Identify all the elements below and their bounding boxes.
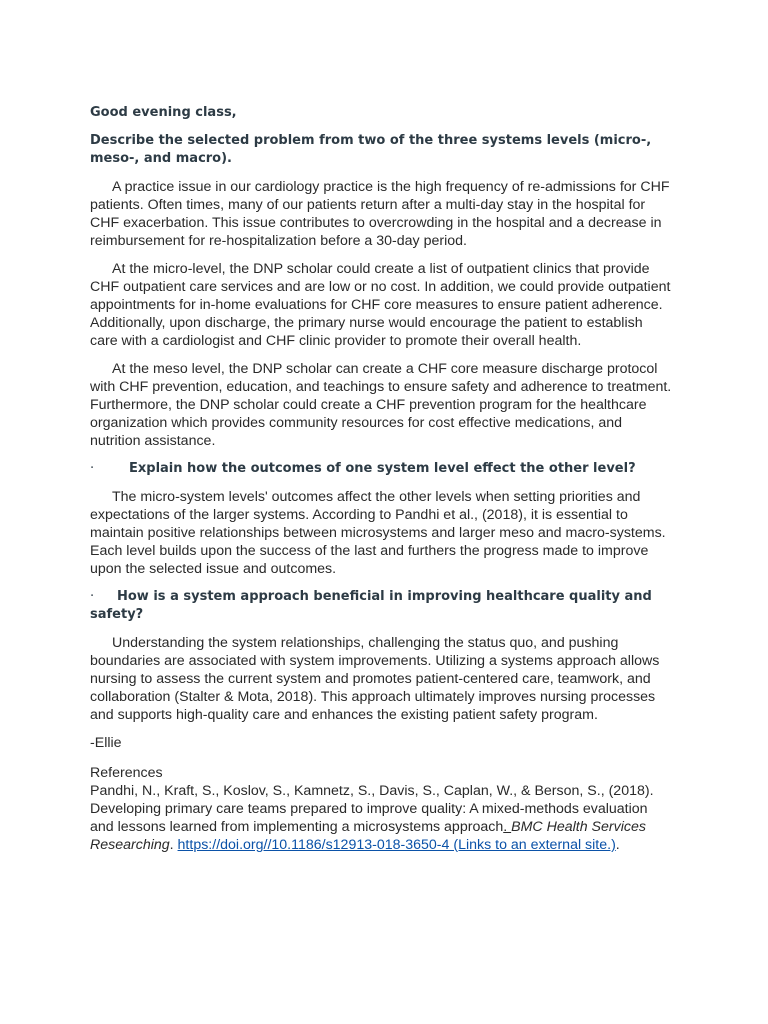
paragraph-meso-level: At the meso level, the DNP scholar can create a CHF core measure discharge protocol with CHF prevention, education, and teachings to ensure safety and adherence to treatment. Furthermore, the DNP scholar could create a CHF prevention program for the healthcare organization which provides community resources for cost effective medications, and nutrition assistance. [90,361,672,449]
question-1-heading: Describe the selected problem from two of the three systems levels (micro-, meso-, and macro). [90,133,652,166]
reference-after-journal: . [169,837,178,853]
post-body [90,104,672,854]
paragraph-micro-level: At the micro-level, the DNP scholar could create a list of outpatient clinics that provide CHF outpatient care services and are low or no cost. In addition, we could provide outpatient appointments for in-home evaluations for CHF core measures to ensure patient adherence. Additionally, upon discharge, the primary nurse would encourage the patient to establish care with a cardiologist and CHF clinic provider to promote their overall health. [90,261,671,349]
bullet-mark: · [90,589,95,604]
references-label: References [90,765,163,781]
reference-text: Pandhi, N., Kraft, S., Koslov, S., Kamnetz, S., Davis, S., Caplan, W., & Berson, S., (2018). Developing primary care teams prepared to improve quality: A mixed-methods evaluation and lessons learned from implementing a microsystems approach [90,783,654,835]
question-2-text: Explain how the outcomes of one system level effect the other level? [129,461,636,476]
paragraph-outcomes: The micro-system levels' outcomes affect the other levels when setting priorities and expectations of the larger systems. According to Pandhi et al., (2018), it is essential to maintain positive relationships between microsystems and larger meso and macro-systems. Each level builds upon the success of the last and furthers the progress made to improve upon the selected issue and outcomes. [90,489,666,577]
reference-entry [90,782,672,854]
signature: -Ellie [90,735,122,751]
question-3-text: How is a system approach beneficial in improving healthcare quality and safety? [90,589,652,622]
bullet-mark: · [90,461,95,476]
reference-journal: BMC Health Services Researching [90,819,646,853]
reference-gap: . [503,819,512,835]
paragraph-practice-issue: A practice issue in our cardiology practice is the high frequency of re-admissions for CHF patients. Often times, many of our patients return after a multi-day stay in the hospital for CHF exacerbation. This issue contributes to overcrowding in the hospital and a decrease in reimbursement for re-hospitalization before a 30-day period. [90,179,670,249]
paragraph-system-approach: Understanding the system relationships, challenging the status quo, and pushing boundaries are associated with system improvements. Utilizing a systems approach allows nursing to assess the current system and promotes patient-centered care, teamwork, and collaboration (Stalter & Mota, 2018). This approach ultimately improves nursing processes and supports high-quality care and enhances the existing patient safety program. [90,635,660,723]
reference-end: . [615,837,620,853]
question-3-heading [90,588,672,624]
greeting: Good evening class, [90,105,237,120]
question-2-heading [90,460,672,478]
doi-link[interactable]: https://doi.org//10.1186/s12913-018-3650-4 (Links to an external site.) [177,837,616,853]
